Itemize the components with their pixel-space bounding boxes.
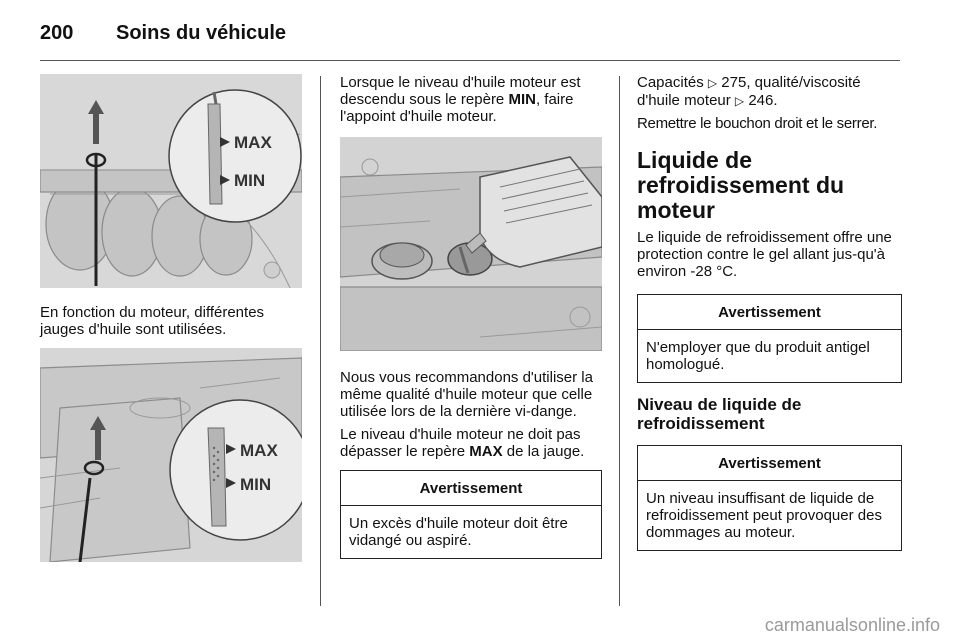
- coolant-paragraph: Le liquide de refroidissement offre une protection contre le gel allant jus-qu'à environ -28 °C.: [637, 229, 892, 280]
- min-keyword: MIN: [508, 91, 536, 108]
- quality-paragraph: Nous vous recommandons d'utiliser la même qualité d'huile moteur que celle utilisée lors de la dernière vi-dange.: [340, 369, 593, 420]
- max-label-2: MAX: [240, 441, 278, 460]
- coolant-warning-title: Avertissement: [638, 446, 901, 481]
- coolant-warning-box: [637, 445, 902, 551]
- watermark: carmanualsonline.info: [764, 615, 940, 635]
- engine-dipstick-image-2: [40, 348, 302, 562]
- antifreeze-warning-box: [637, 294, 902, 383]
- min-label-2: MIN: [240, 475, 272, 494]
- page-ref-246[interactable]: 246: [748, 92, 774, 109]
- section-title: Soins du véhicule: [116, 22, 287, 44]
- coolant-heading: Liquide de refroidissement du moteur: [637, 147, 845, 223]
- dipstick-caption: En fonction du moteur, différentes jauges d'huile sont utilisées.: [40, 304, 265, 338]
- oil-pouring-image: [340, 137, 602, 351]
- max-keyword: MAX: [469, 443, 503, 460]
- antifreeze-warning-title: Avertissement: [638, 295, 901, 330]
- page-ref-icon: ▷: [734, 94, 745, 108]
- coolant-level-heading: Niveau de liquide de refroidissement: [637, 395, 802, 433]
- column-divider-2: [619, 76, 620, 606]
- page-number: 200: [40, 22, 74, 44]
- column-divider-1: [320, 76, 321, 606]
- coolant-warning-body: Un niveau insuffisant de liquide de refroidissement peut provoquer des dommages au moteur.: [646, 490, 882, 541]
- page-ref-275[interactable]: 275: [721, 74, 747, 91]
- antifreeze-warning-body: N'employer que du produit antigel homologué.: [646, 339, 870, 373]
- engine-dipstick-image-1: [40, 74, 302, 288]
- dipstick-illustration-1: [40, 74, 302, 288]
- header-rule: [40, 60, 900, 61]
- capacities-paragraph: Capacités ▷ 275, qualité/viscosité d'huile moteur ▷ 246.: [637, 74, 861, 109]
- oil-warning-title: Avertissement: [341, 471, 601, 506]
- min-label-1: MIN: [234, 171, 266, 190]
- column-2: [340, 74, 602, 559]
- min-paragraph: Lorsque le niveau d'huile moteur est descendu sous le repère MIN, faire l'appoint d'huile moteur.: [340, 74, 581, 125]
- oil-warning-box: [340, 470, 602, 559]
- page-ref-icon: ▷: [707, 76, 718, 90]
- max-label-1: MAX: [234, 133, 272, 152]
- oil-refill-illustration: [340, 137, 602, 351]
- column-1: [40, 74, 302, 562]
- column-3: [637, 74, 902, 551]
- dipstick-illustration-2: [40, 348, 302, 562]
- max-paragraph: Le niveau d'huile moteur ne doit pas dépasser le repère MAX de la jauge.: [340, 426, 585, 460]
- oil-warning-body: Un excès d'huile moteur doit être vidangé ou aspiré.: [349, 515, 568, 549]
- cap-paragraph: Remettre le bouchon droit et le serrer.: [637, 115, 878, 132]
